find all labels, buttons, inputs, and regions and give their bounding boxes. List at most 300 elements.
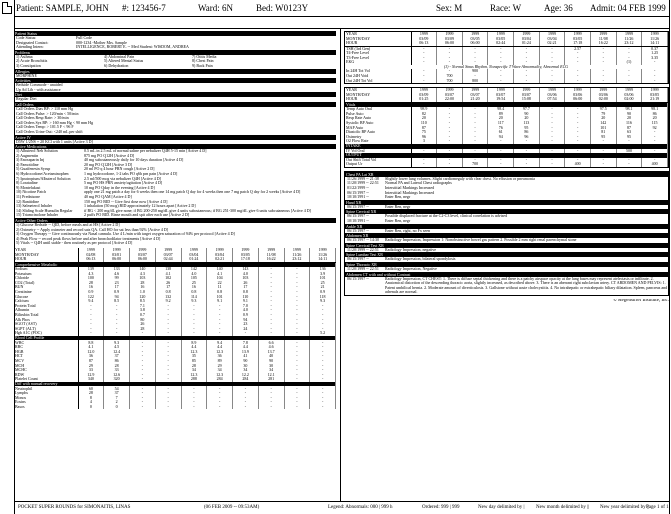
cell: 9.1 (207, 299, 233, 304)
cell: - (642, 149, 668, 154)
cell: - (514, 139, 540, 144)
row-label: Resp Rate Auto (345, 116, 411, 121)
cell: 105 (181, 276, 207, 281)
cell: 12.0 (78, 350, 104, 355)
cell: 86 (642, 112, 668, 117)
cell: 98.1 (616, 107, 642, 112)
cell: 34 (207, 368, 233, 373)
cell: 103 (130, 276, 156, 281)
cell: - (437, 56, 463, 61)
cell: - (258, 304, 284, 309)
cell: - (642, 130, 668, 135)
cell: 113 (514, 121, 540, 126)
row-label: Sodium (14, 267, 78, 272)
cell: - (78, 322, 104, 327)
cell: 16 (78, 285, 104, 290)
cell: 900 (462, 69, 488, 74)
cell: - (462, 112, 488, 117)
cell: - (539, 56, 565, 61)
item-key: Designated Contact: (16, 40, 49, 45)
cell: - (155, 354, 181, 359)
cell: 03/07 (514, 93, 540, 98)
cell: - (104, 313, 130, 318)
cell: 86 (514, 130, 540, 135)
cell: 8.8 (78, 340, 104, 345)
cell: 11/08 (590, 37, 616, 42)
report-date: 01/22/1999 -- (347, 185, 369, 191)
cell: - (155, 313, 181, 318)
cell: 94 (104, 295, 130, 300)
cell: 800 (462, 79, 488, 84)
cell: 9.1 (233, 299, 259, 304)
cell: - (233, 405, 259, 410)
cell: 1999 (104, 248, 130, 253)
cell: - (130, 386, 156, 391)
item-value: 5 mg PO HS PRN anxiety/agitation [Active 4 D] (84, 181, 163, 186)
cell: 22 (207, 281, 233, 286)
cell: - (258, 322, 284, 327)
cell: 1999 (590, 32, 616, 37)
list-item: 5) Vitals -- Q4H until stable - then routinely as per protocol [Active 4 D] (16, 241, 133, 246)
cell: 12.4 (104, 350, 130, 355)
cell: 28 (78, 391, 104, 396)
problem-item: 1) Asthma (16, 53, 33, 59)
cell: 4.1 (207, 272, 233, 277)
cell: 17 (104, 285, 130, 290)
section-title: Patient Status (14, 31, 336, 36)
cell: - (207, 304, 233, 309)
list-item: MORPHINE (16, 73, 37, 78)
cell: 03/07 (155, 253, 181, 258)
lab-results-table (14, 248, 336, 409)
cell: - (310, 391, 336, 396)
report-text: Radiology Impression, Negative (385, 267, 437, 271)
cell: - (462, 126, 488, 131)
cell: - (310, 308, 336, 313)
cell: 700 (437, 79, 463, 84)
cell: 140 (207, 267, 233, 272)
cell: - (258, 400, 284, 405)
cell: 122 (78, 295, 104, 300)
cell: - (284, 267, 310, 272)
cell: 02:21 (539, 41, 565, 46)
cell: - (284, 327, 310, 332)
cell: 16:22 (590, 41, 616, 46)
cell: 400 (642, 162, 668, 167)
row-label: MCHC (14, 368, 78, 373)
document-icon (2, 2, 12, 14)
list-item: 1) Glucose Bedside -- QID, before meals and at HS [Active 2 D] (16, 223, 120, 227)
cell: 132 (155, 295, 181, 300)
footer-title: POCKET SUPER ROUNDS for SIMONAITIS, LINAS (18, 505, 131, 510)
cell: - (78, 327, 104, 332)
cell: - (514, 79, 540, 84)
cell: - (310, 368, 336, 373)
cell: - (488, 139, 514, 144)
list-item: Call Orders Resp Rate: > 30/min (16, 116, 69, 121)
bed: Bed: W0123Y (256, 3, 309, 13)
cell: - (642, 60, 668, 65)
cell: 37 (104, 354, 130, 359)
cell: - (284, 331, 310, 336)
cell: - (130, 391, 156, 396)
cell: 98.9 (411, 107, 437, 112)
cell: - (590, 69, 616, 74)
cell: 0 (104, 405, 130, 410)
patient-status-list (14, 36, 336, 50)
cell: 9.3 (181, 299, 207, 304)
cell: 12.9 (78, 373, 104, 378)
cell: - (462, 60, 488, 65)
report-text: Enter Ren, negr (385, 204, 411, 209)
cell: - (310, 322, 336, 327)
cell: 03/05 (565, 37, 591, 42)
cell: 6.6 (258, 340, 284, 345)
cell: 80 (130, 318, 156, 323)
cell: 500 (616, 149, 642, 154)
item-key: 14) Sliding Scale Humulin Regular (16, 208, 73, 213)
cell: - (565, 74, 591, 79)
problem-item: 2) Acute Bronchitis (16, 58, 48, 64)
cell: - (233, 331, 259, 336)
problem-item: 6) Dehydration (104, 62, 129, 68)
cell: - (514, 69, 540, 74)
report-text: Radiology Impression, CT CHEST: 1. There is diffuse septal thickening and there is a patchy airspace opacity at the lung bases may represent atelectasis or infiltrate. 2. Anatomical distortion of the descending thoracic aorta, slightly increased, as described above. 3. There is an aberrant right subclavian artery. CT ABDOMEN AND PELVIS: 1. Patent umbilical hernia. 2. Moderate amount of diverticulosis. 3. Gallstone without acute cholecystitis. 4. No intrahepatic or extrahepatic biliary dilatation. Spleen, pancreas and adrenals are normal. (385, 276, 668, 295)
cell: - (565, 130, 591, 135)
cell: - (78, 308, 104, 313)
list-item (345, 257, 668, 262)
cell: - (437, 46, 463, 51)
cell: 12.1 (258, 373, 284, 378)
report-date: 06/15/1997 -- (347, 213, 369, 219)
cell: - (130, 396, 156, 401)
row-label: BUN (14, 285, 78, 290)
row-label: MONTH/DAY (345, 37, 411, 42)
cell: - (310, 396, 336, 401)
list-item: Regular Diet (16, 97, 37, 102)
cell: 1999 (233, 248, 259, 253)
cell: 29 (207, 363, 233, 368)
cell: 06:00 (130, 257, 156, 262)
cell: - (104, 327, 130, 332)
row-label: Output Ur (345, 162, 411, 167)
cell: 90 (233, 359, 259, 364)
cell: - (78, 313, 104, 318)
list-item (345, 205, 668, 210)
medication-list (14, 149, 336, 218)
cell: 03/05 (462, 37, 488, 42)
cell: 8.5 (104, 299, 130, 304)
cell: 3.8 (130, 308, 156, 313)
cell: - (284, 313, 310, 318)
cell: 06:00 (104, 257, 130, 262)
cell: - (284, 272, 310, 277)
cell: - (258, 272, 284, 277)
list-item (14, 45, 336, 50)
cell: - (284, 276, 310, 281)
cell: 34 (181, 368, 207, 373)
cell: 26 (155, 281, 181, 286)
cell: 98.4 (488, 107, 514, 112)
row-label: Monos (14, 396, 78, 401)
cell: - (284, 340, 310, 345)
cell: 25 (181, 281, 207, 286)
cell: 1999 (539, 88, 565, 93)
cell: 79 (590, 112, 616, 117)
cell: 17:18 (565, 41, 591, 46)
cell: 94 (488, 135, 514, 140)
row-label: Oximetry (345, 135, 411, 140)
report-text: Possible displaced fracture at the C2-C3 level, clinical correlation is advised (385, 214, 508, 219)
cell: 2.57 (565, 46, 591, 51)
cell: 33 (78, 368, 104, 373)
cell: 116 (616, 121, 642, 126)
cell: - (565, 60, 591, 65)
cell: 1999 (565, 32, 591, 37)
cell: 87 (78, 359, 104, 364)
cell: 03/04 (181, 253, 207, 258)
cell: - (411, 69, 437, 74)
cell: - (258, 276, 284, 281)
row-label: MONTH/DAY (14, 253, 78, 258)
problem-item: 7) Otitis Media (192, 53, 217, 59)
cell: - (284, 354, 310, 359)
cell: - (462, 139, 488, 144)
cell: 1999 (462, 32, 488, 37)
cell: - (514, 46, 540, 51)
cell: - (565, 158, 591, 163)
cell: 01:24 (514, 41, 540, 46)
cell: - (616, 79, 642, 84)
cell: - (590, 74, 616, 79)
cell: - (284, 299, 310, 304)
footer-newday: New day delimited by | (478, 505, 525, 510)
cell: - (437, 162, 463, 167)
cell: 340 (78, 377, 104, 382)
section-title: Allergies (14, 69, 336, 74)
cell: - (258, 267, 284, 272)
cell: 28 (181, 363, 207, 368)
cell: - (258, 308, 284, 313)
copyright: © Regenstrief Institute, Inc. (613, 298, 669, 303)
cell: - (258, 386, 284, 391)
cell: 1999 (437, 88, 463, 93)
cell: - (565, 69, 591, 74)
cell: 03/07 (462, 93, 488, 98)
cell: 23 (104, 281, 130, 286)
cell: - (590, 56, 616, 61)
cell: - (207, 322, 233, 327)
item-value: 2 puffs PO BID. Rinse mouth and spit after each use [Active 2 D] (84, 213, 190, 218)
ward: Ward: 6N (198, 3, 234, 13)
cell: 97.5 (590, 107, 616, 112)
report-date: 06/15/1997 -- (347, 275, 369, 281)
cell: - (78, 331, 104, 336)
cell: 13.7 (258, 350, 284, 355)
cell: - (181, 396, 207, 401)
cell: - (155, 391, 181, 396)
cell: - (258, 396, 284, 401)
cell: - (539, 139, 565, 144)
list-item: Call Orders Temp: > 101.5 F < 96 F (16, 125, 74, 130)
cell: - (258, 331, 284, 336)
cell: - (411, 56, 437, 61)
cell: - (616, 56, 642, 61)
cell: - (539, 79, 565, 84)
cell: - (155, 359, 181, 364)
footer-timestamp: (06 FEB 2009 -- 09:53AM) (204, 505, 260, 510)
row-label: Glucose (14, 295, 78, 300)
section-title: Call Orders (14, 102, 336, 107)
list-item (345, 219, 668, 224)
cell: 1999 (488, 88, 514, 93)
cell: - (181, 331, 207, 336)
cell: 98.1 (642, 107, 668, 112)
row-label: Chloride (14, 276, 78, 281)
cell: - (437, 126, 463, 131)
footer-legend: Legend: Abnormals: 000 | 999 h (328, 505, 393, 510)
cell: - (539, 149, 565, 154)
cell: 139 (78, 267, 104, 272)
item-value: Full Code (76, 36, 92, 40)
cell: 89 (207, 359, 233, 364)
right-panel (344, 31, 669, 501)
cell: 14:11 (642, 41, 668, 46)
cell: - (130, 331, 156, 336)
cell: - (233, 386, 259, 391)
cell: 1999 (514, 32, 540, 37)
cell: - (437, 135, 463, 140)
list-item: Call Orders Sys BP: > 160 mm Hg < 90 mm Hg (16, 120, 94, 125)
cell: 12.6 (104, 373, 130, 378)
cell: - (565, 116, 591, 121)
row-label: Diastolic BP Auto (345, 130, 411, 135)
cell: - (233, 396, 259, 401)
row-label: Protein Total (14, 304, 78, 309)
item-key: 9) Montelukast (16, 185, 41, 190)
item-value: 40 mg subcutaneously daily for 10 days duration [Active 4 D] (84, 158, 184, 163)
item-value: 20 mg PO Q12H [Active 3 D] (84, 162, 133, 167)
section-title: Abdomen CT with and without Contrast (345, 272, 668, 277)
report-text: Enter Ren, negr (385, 219, 411, 224)
report-text: Radiology Impression, bilateral spondylosis (385, 257, 456, 262)
cell: - (155, 345, 181, 350)
cell: 60 (78, 386, 104, 391)
cell: - (616, 69, 642, 74)
cell: 63 (616, 130, 642, 135)
report-date: 11/20/1999 -- 22:51 (347, 180, 379, 186)
cell: 117 (488, 121, 514, 126)
row-label: Bilirubin Total (14, 313, 78, 318)
cell: 90 (514, 112, 540, 117)
cell: - (642, 79, 668, 84)
cell: - (539, 107, 565, 112)
section-title: Diff with manual recovery (14, 382, 336, 387)
cell: - (590, 46, 616, 51)
cell: - (310, 373, 336, 378)
cell: 7.8 (233, 340, 259, 345)
cell: - (310, 359, 336, 364)
item-value: 000-1234 -Mother Mrs. Sample (76, 40, 127, 45)
cell: - (310, 354, 336, 359)
cell: - (437, 107, 463, 112)
cell: - (565, 135, 591, 140)
cell: 87 (616, 126, 642, 131)
row-label: T4-Free Level (345, 51, 411, 56)
item-key: 6) Hydrocodone/Acetaminophen (16, 172, 69, 177)
row-label: Out Shift Total Vol (345, 158, 411, 163)
cell: - (590, 149, 616, 154)
cell: - (284, 290, 310, 295)
cell: - (284, 304, 310, 309)
cell: - (514, 51, 540, 56)
cell: - (284, 368, 310, 373)
cell: - (590, 158, 616, 163)
row-label: RDW (14, 373, 78, 378)
cell: 1999 (207, 248, 233, 253)
cell: 1999 (411, 32, 437, 37)
cell: - (437, 139, 463, 144)
cell: - (437, 60, 463, 65)
cell: - (565, 79, 591, 84)
cell: - (181, 327, 207, 332)
cell: 4.1 (78, 345, 104, 350)
cell: - (258, 405, 284, 410)
cell: - (155, 373, 181, 378)
cell: 11/26 (616, 37, 642, 42)
cell: - (258, 299, 284, 304)
section-title: Active IV (14, 135, 336, 140)
cell: - (590, 51, 616, 56)
cell: - (78, 304, 104, 309)
cell: 103 (233, 276, 259, 281)
row-label: MCV (14, 359, 78, 364)
cell: - (488, 79, 514, 84)
cell: 03/07 (130, 253, 156, 258)
cell: 90 (258, 359, 284, 364)
list-item (345, 195, 668, 200)
cell: - (310, 400, 336, 405)
list-item: Bedside Commode - unaided (16, 83, 63, 88)
cell: 9.2 (155, 299, 181, 304)
cell: 4.4 (207, 345, 233, 350)
cell: 81 (590, 130, 616, 135)
row-label: Systolic BP Auto (345, 121, 411, 126)
list-item: Call Orders Pulse: > 120/min < 50/min (16, 111, 79, 116)
row-label: WBC (14, 340, 78, 345)
report-date: 10/10/1991 -- (347, 194, 369, 200)
cell: 03/06 (565, 93, 591, 98)
cell: 03/04 (207, 253, 233, 258)
cell: - (310, 327, 336, 332)
report-text: Enter Ren, right, no Fx seen (385, 228, 430, 233)
list-item: 2) Oximetry -- Apply oximeter and record sats QA. Call HO for sat less than 92% [Active 4 D] (16, 227, 169, 232)
section-title: INTAKE (345, 144, 668, 149)
item-value: apply one 21 mg patch a day for 6 weeks then one 14 mg patch Q day for 4 weeks then one 7 mg patch Q day for 2 weeks [Active 4 D] (84, 190, 301, 195)
cell: - (155, 304, 181, 309)
cell: - (642, 74, 668, 79)
cell: 284 (233, 377, 259, 382)
cell: 0.37 (642, 46, 668, 51)
section-title: Spine Cervical Test XR (345, 243, 668, 248)
cell: 1999 (437, 32, 463, 37)
cell: - (539, 116, 565, 121)
cell: 8 (78, 396, 104, 401)
row-label: HOUR (345, 97, 411, 102)
cell: - (437, 112, 463, 117)
row-label: Creatinine (14, 290, 78, 295)
item-key: Code Status: (16, 36, 37, 40)
